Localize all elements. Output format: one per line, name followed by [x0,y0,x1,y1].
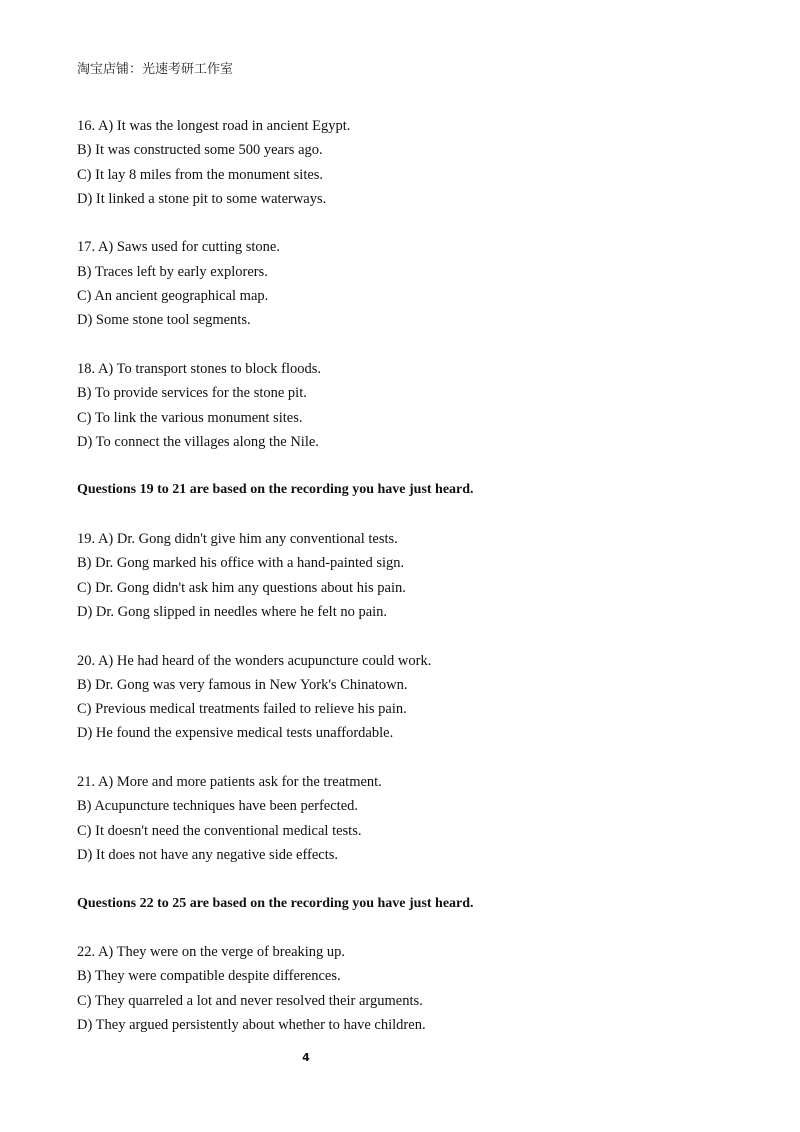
option-line: B) Acupuncture techniques have been perfected. [77,798,359,815]
option-line: 21. A) More and more patients ask for the treatment. [77,774,382,791]
option-line: B) Dr. Gong was very famous in New York's Chinatown. [77,676,408,693]
option-line: C) They quarreled a lot and never resolved their arguments. [77,992,423,1009]
option-line: 22. A) They were on the verge of breaking up. [77,944,346,961]
option-line: C) It doesn't need the conventional medical tests. [77,822,362,839]
option-line: 16. A) It was the longest road in ancient Egypt. [77,118,351,134]
option-line: B) They were compatible despite differences. [77,968,341,985]
option-line: C) Previous medical treatments failed to relieve his pain. [77,701,407,718]
section-heading: Questions 19 to 21 are based on the recording you have just heard. [77,482,474,498]
option-line: 17. A) Saws used for cutting stone. [77,239,280,256]
question-20 [77,649,737,746]
question-19 [77,527,737,624]
question-18 [77,357,737,454]
option-line: C) It lay 8 miles from the monument sites. [77,166,324,183]
option-line: B) Dr. Gong marked his office with a hand-painted sign. [77,555,405,572]
shop-header: 淘宝店铺：光速考研工作室 [77,62,234,77]
question-content [77,114,737,1037]
option-line: D) He found the expensive medical tests unaffordable. [77,725,394,742]
question-16 [77,114,737,211]
question-22 [77,940,737,1037]
option-line: D) Dr. Gong slipped in needles where he felt no pain. [77,603,388,620]
question-21 [77,770,737,867]
option-line: B) It was constructed some 500 years ago. [77,142,323,159]
option-line: D) It does not have any negative side effects. [77,846,339,863]
option-line: 18. A) To transport stones to block floods. [77,360,321,377]
option-line: 20. A) He had heard of the wonders acupuncture could work. [77,652,432,669]
option-line: D) They argued persistently about whether to have children. [77,1016,426,1033]
option-line: D) To connect the villages along the Nile. [77,433,319,450]
section-heading: Questions 22 to 25 are based on the recording you have just heard. [77,895,474,911]
option-line: C) To link the various monument sites. [77,409,303,426]
option-line: B) Traces left by early explorers. [77,263,268,280]
question-17 [77,235,737,332]
option-line: 19. A) Dr. Gong didn't give him any conventional tests. [77,531,398,548]
option-line: C) An ancient geographical map. [77,288,269,305]
page-number: 4 [302,1051,310,1064]
option-line: D) Some stone tool segments. [77,312,251,329]
option-line: D) It linked a stone pit to some waterways. [77,190,327,207]
option-line: B) To provide services for the stone pit. [77,385,307,402]
option-line: C) Dr. Gong didn't ask him any questions about his pain. [77,579,406,596]
